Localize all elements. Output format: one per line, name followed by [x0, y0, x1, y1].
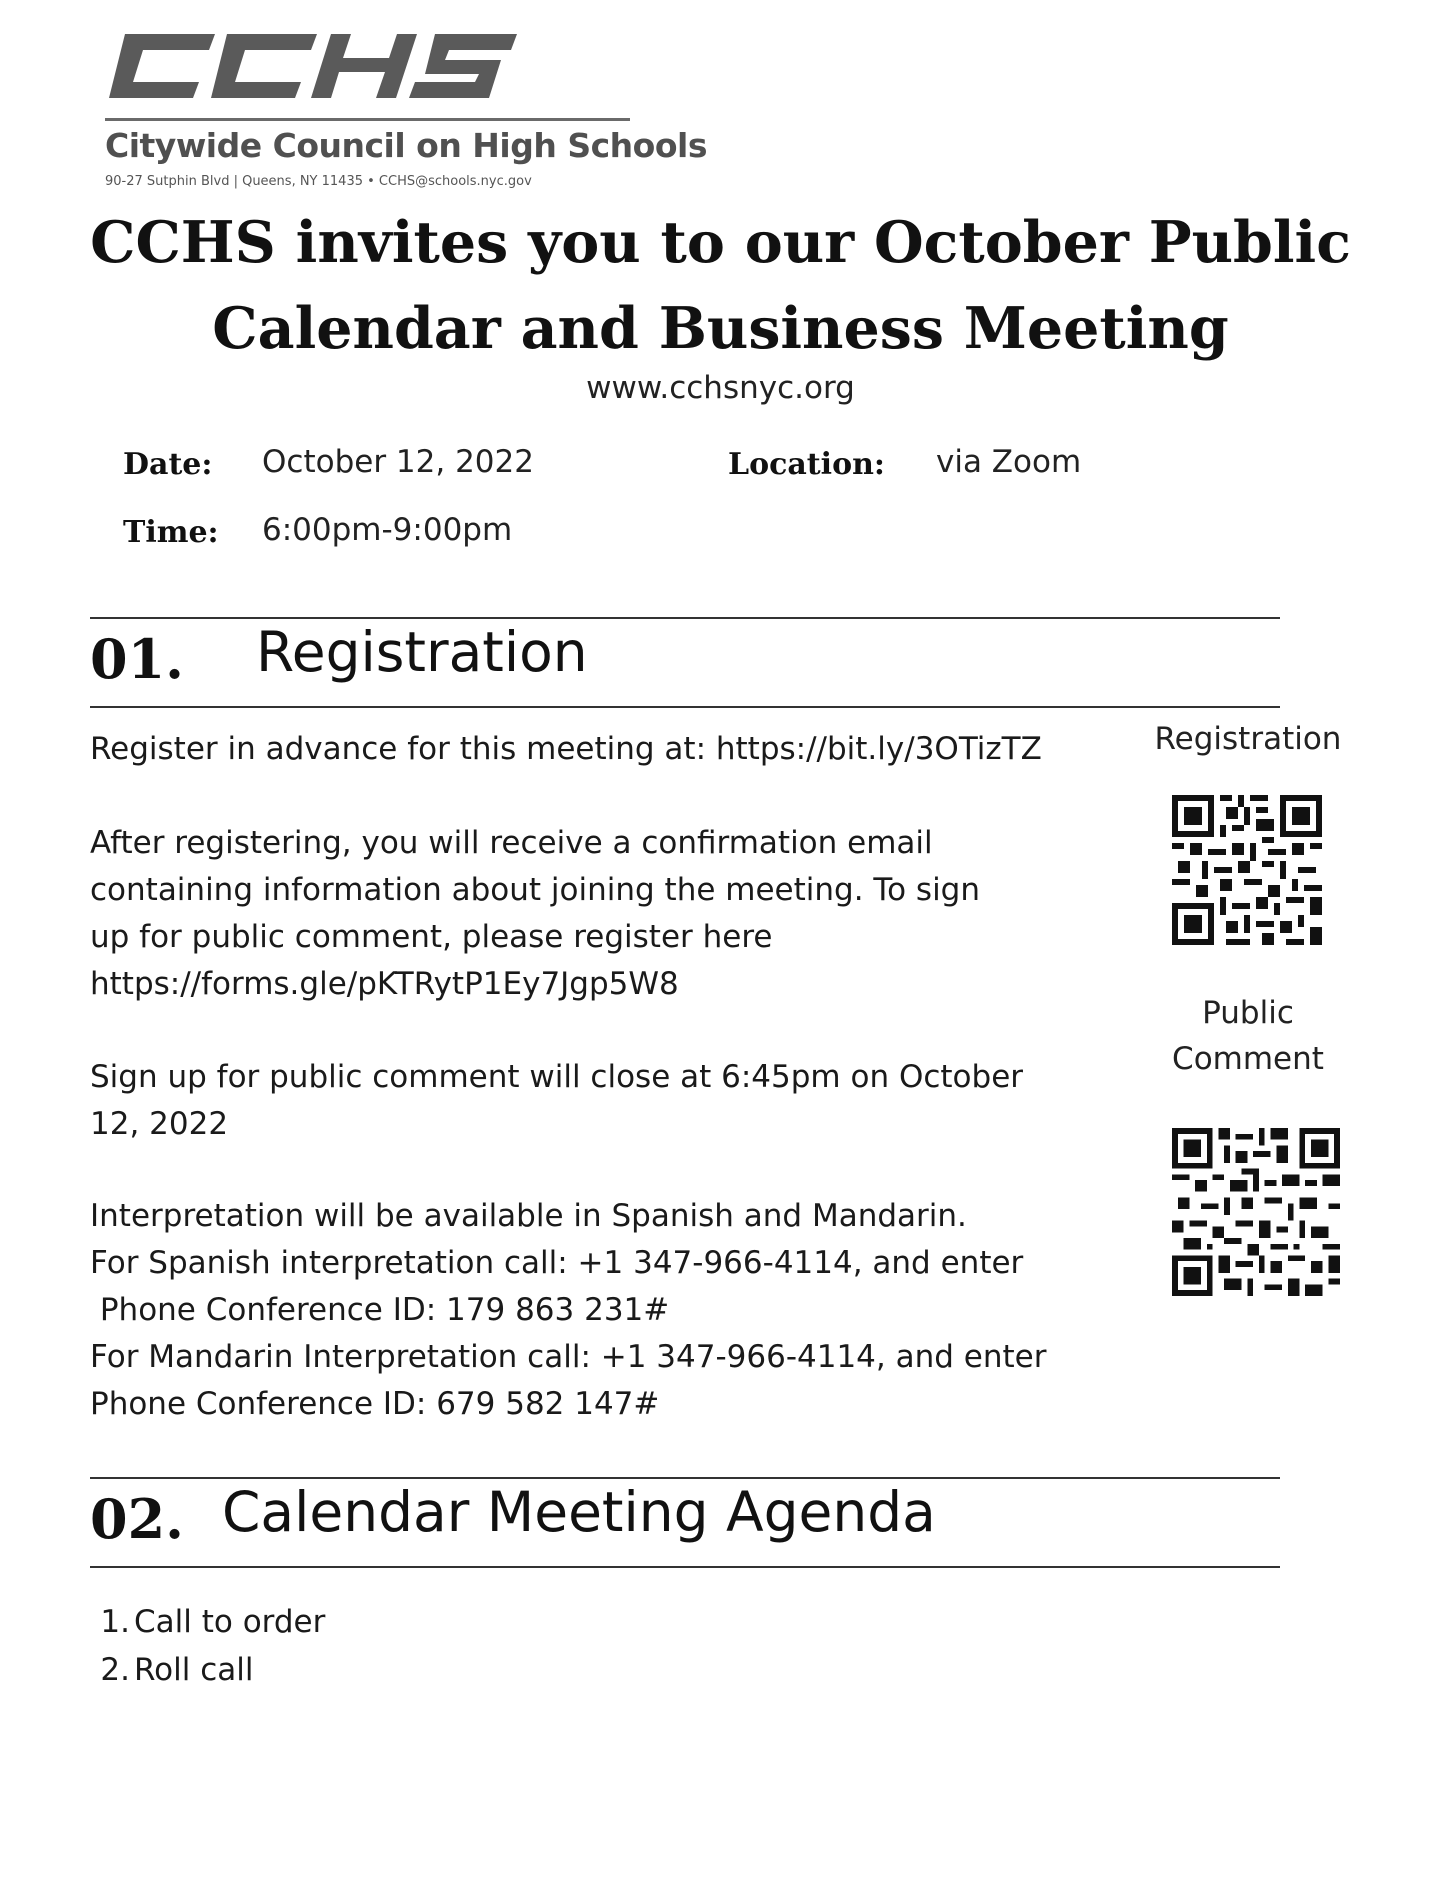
registration-qr-code[interactable] [1172, 795, 1322, 945]
qr-public-comment-label-line: Comment [1172, 1041, 1324, 1077]
paragraph-line: 12, 2022 [90, 1106, 229, 1142]
qr-public-comment-label-line: Public [1202, 995, 1294, 1031]
page-title: CCHS invites you to our October Public Calendar and Business Meeting [90, 209, 1351, 362]
qr-registration-label: Registration [1154, 721, 1342, 757]
paragraph-line: Phone Conference ID: 179 863 231# [90, 1292, 670, 1328]
section-1-number: 01. [90, 627, 184, 691]
paragraph-line: For Spanish interpretation call: +1 347-966-4114, and enter [90, 1245, 1024, 1281]
paragraph-line: After registering, you will receive a confirmation email [90, 825, 933, 861]
paragraph-line: For Mandarin Interpretation call: +1 347-966-4114, and enter [90, 1339, 1047, 1375]
section-divider [90, 706, 1280, 708]
paragraph-line: Phone Conference ID: 679 582 147# [90, 1386, 660, 1422]
paragraph-line: Sign up for public comment will close at 6:45pm on October [90, 1059, 1024, 1095]
register-line: Register in advance for this meeting at: https://bit.ly/3OTizTZ [90, 731, 1042, 767]
date-value: October 12, 2022 [262, 444, 534, 480]
logo-organization-name: Citywide Council on High Schools [105, 126, 707, 165]
agenda-item-text: Call to order [134, 1604, 326, 1640]
public-comment-qr-code[interactable] [1172, 1128, 1340, 1296]
agenda-item [90, 1604, 325, 1652]
paragraph-line: Interpretation will be available in Spanish and Mandarin. [90, 1198, 967, 1234]
agenda-item [90, 1652, 325, 1700]
cchs-logo [105, 30, 707, 190]
section-2-number: 02. [90, 1487, 184, 1551]
paragraph-line: up for public comment, please register here [90, 919, 773, 955]
agenda-item-number: 2. [100, 1652, 130, 1688]
public-comment-form-link[interactable]: https://forms.gle/pKTRytP1Ey7Jgp5W8 [90, 966, 679, 1002]
time-label: Time: [123, 515, 219, 550]
date-label: Date: [123, 447, 213, 482]
deadline-paragraph [90, 1054, 1023, 1148]
agenda-item-text: Roll call [134, 1652, 254, 1688]
agenda-item-number: 1. [100, 1604, 130, 1640]
interpretation-paragraph [90, 1193, 1046, 1428]
paragraph-line: containing information about joining the meeting. To sign [90, 872, 981, 908]
section-1-title: Registration [256, 620, 588, 684]
cchs-logo-mark [105, 30, 525, 106]
agenda-list [90, 1604, 325, 1700]
section-divider [90, 617, 1280, 619]
time-value: 6:00pm-9:00pm [262, 512, 513, 548]
location-value: via Zoom [936, 444, 1082, 480]
logo-address: 90-27 Sutphin Blvd | Queens, NY 11435 • CCHS@schools.nyc.gov [105, 174, 532, 189]
section-divider [90, 1566, 1280, 1568]
location-label: Location: [728, 447, 885, 482]
section-2-title: Calendar Meeting Agenda [222, 1480, 936, 1544]
logo-divider [105, 118, 630, 121]
website-link[interactable]: www.cchsnyc.org [586, 370, 855, 406]
registration-paragraph [90, 820, 980, 1008]
qr-public-comment-label [1128, 990, 1368, 1082]
section-divider [90, 1477, 1280, 1479]
